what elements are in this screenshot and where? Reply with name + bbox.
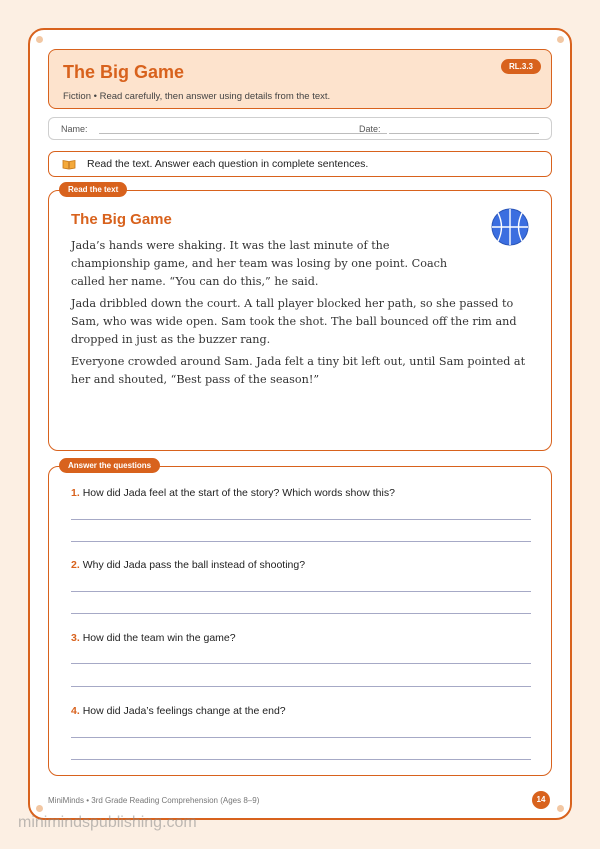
question <box>71 487 395 499</box>
answer-line[interactable] <box>71 519 531 520</box>
corner-dot <box>557 36 564 43</box>
story-paragraph: Jada dribbled down the court. A tall player blocked her path, so she passed to Sam, who was wide open. Sam took the shot. The ball bounced off the rim and dropped in just as the buzzer rang. <box>71 297 517 346</box>
standard-badge: RL.3.3 <box>501 59 541 74</box>
question <box>71 705 286 717</box>
corner-dot <box>36 36 43 43</box>
question-text: How did Jada feel at the start of the story? Which words show this? <box>82 487 395 499</box>
name-label: Name: <box>61 124 88 134</box>
instructions-box <box>48 151 552 177</box>
worksheet-header <box>48 49 552 109</box>
question <box>71 559 305 571</box>
name-field[interactable] <box>99 133 387 134</box>
answer-line[interactable] <box>71 541 531 542</box>
question-number: 2. <box>71 559 80 571</box>
story-title: The Big Game <box>71 211 172 228</box>
answer-line[interactable] <box>71 686 531 687</box>
answer-line[interactable] <box>71 591 531 592</box>
story-paragraph: Jada’s hands were shaking. It was the last minute of the championship game, and her team was losing by one point. Coach called her name. “You can do this,” he said. <box>71 239 448 288</box>
question-text: How did Jada’s feelings change at the end? <box>82 705 286 717</box>
reading-section <box>48 185 552 451</box>
reading-section-tab: Read the text <box>59 182 127 197</box>
answer-line[interactable] <box>71 759 531 760</box>
answer-line[interactable] <box>71 613 531 614</box>
footer-text: MiniMinds • 3rd Grade Reading Comprehension (Ages 8–9) <box>48 796 260 805</box>
date-label: Date: <box>359 124 381 134</box>
questions-section-tab: Answer the questions <box>59 458 160 473</box>
corner-dot <box>36 805 43 812</box>
basketball-icon <box>491 208 529 246</box>
question-text: How did the team win the game? <box>82 632 236 644</box>
story-paragraph: Everyone crowded around Sam. Jada felt a tiny bit left out, until Sam pointed at her and shouted, “Best pass of the season!” <box>71 355 526 386</box>
publisher-watermark: minimindspublishing.com <box>18 814 197 831</box>
student-info-row <box>48 117 552 140</box>
answer-line[interactable] <box>71 737 531 738</box>
book-icon <box>62 159 76 170</box>
corner-dot <box>557 805 564 812</box>
question-number: 4. <box>71 705 80 717</box>
question-text: Why did Jada pass the ball instead of shooting? <box>82 559 306 571</box>
page-number-badge: 14 <box>532 791 550 809</box>
question-number: 1. <box>71 487 80 499</box>
date-field[interactable] <box>389 133 539 134</box>
page-subtitle: Fiction • Read carefully, then answer using details from the text. <box>63 91 331 102</box>
questions-section <box>48 461 552 776</box>
instructions-text: Read the text. Answer each question in complete sentences. <box>87 158 369 170</box>
answer-line[interactable] <box>71 663 531 664</box>
question-number: 3. <box>71 632 80 644</box>
page-title: The Big Game <box>63 62 185 82</box>
question <box>71 632 236 644</box>
